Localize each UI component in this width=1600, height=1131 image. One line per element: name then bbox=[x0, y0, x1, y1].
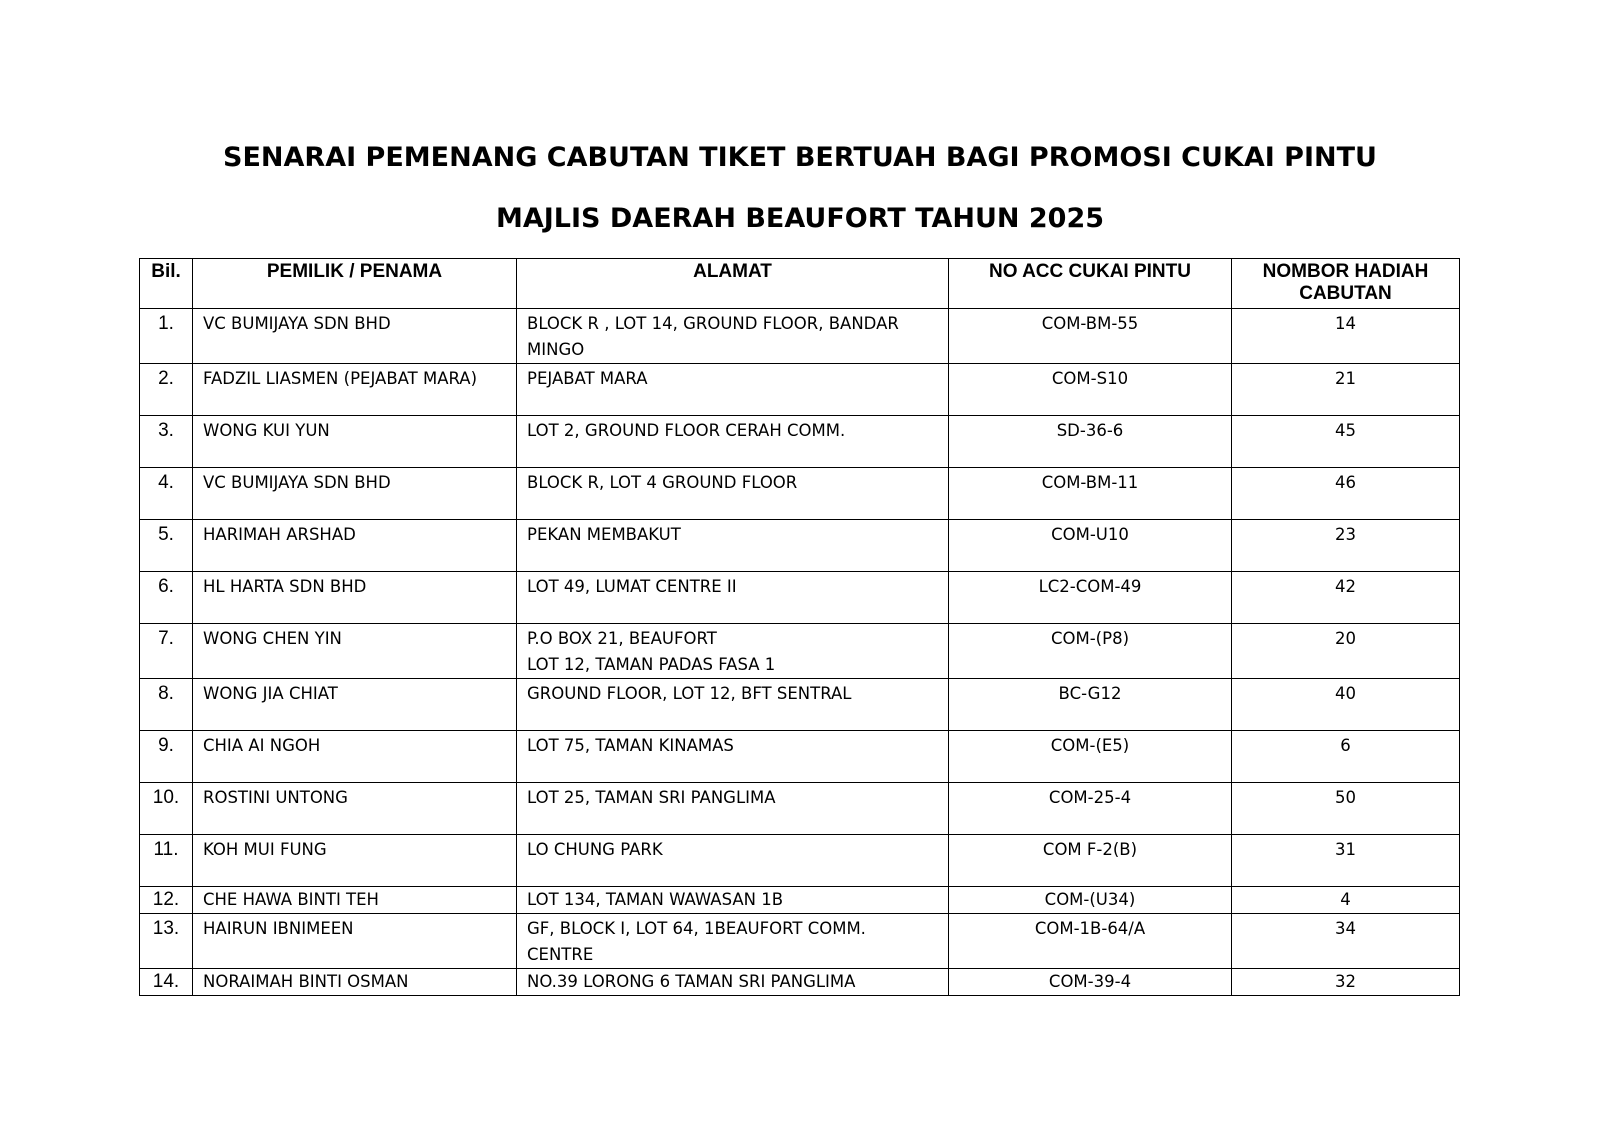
cell-bil: 2. bbox=[140, 364, 193, 416]
cell-account: COM-39-4 bbox=[949, 969, 1232, 996]
cell-bil: 12. bbox=[140, 887, 193, 914]
table-row bbox=[140, 309, 1460, 364]
cell-account: COM-(U34) bbox=[949, 887, 1232, 914]
cell-bil: 14. bbox=[140, 969, 193, 996]
cell-account: COM-(P8) bbox=[949, 624, 1232, 679]
cell-account: COM F-2(B) bbox=[949, 835, 1232, 887]
cell-address bbox=[517, 969, 949, 996]
table-row bbox=[140, 624, 1460, 679]
cell-bil: 3. bbox=[140, 416, 193, 468]
document-title-line-1: SENARAI PEMENANG CABUTAN TIKET BERTUAH BAGI PROMOSI CUKAI PINTU bbox=[223, 142, 1377, 173]
cell-address bbox=[517, 887, 949, 914]
cell-address bbox=[517, 468, 949, 520]
winners-table bbox=[139, 258, 1460, 996]
table-row bbox=[140, 914, 1460, 969]
cell-prize: 46 bbox=[1232, 468, 1460, 520]
table-row bbox=[140, 520, 1460, 572]
cell-prize: 6 bbox=[1232, 731, 1460, 783]
header-bil: Bil. bbox=[140, 259, 193, 309]
table-row bbox=[140, 416, 1460, 468]
table-row bbox=[140, 572, 1460, 624]
cell-address bbox=[517, 572, 949, 624]
address-line-1: GF, BLOCK I, LOT 64, 1BEAUFORT COMM. bbox=[527, 919, 866, 938]
cell-account: COM-25-4 bbox=[949, 783, 1232, 835]
cell-account: COM-(E5) bbox=[949, 731, 1232, 783]
cell-owner: NORAIMAH BINTI OSMAN bbox=[193, 969, 517, 996]
table-row bbox=[140, 969, 1460, 996]
cell-bil: 13. bbox=[140, 914, 193, 969]
table-row bbox=[140, 835, 1460, 887]
cell-account: COM-U10 bbox=[949, 520, 1232, 572]
cell-bil: 9. bbox=[140, 731, 193, 783]
table-row bbox=[140, 887, 1460, 914]
cell-prize: 32 bbox=[1232, 969, 1460, 996]
table-row bbox=[140, 783, 1460, 835]
cell-account: COM-S10 bbox=[949, 364, 1232, 416]
address-line-1: GROUND FLOOR, LOT 12, BFT SENTRAL bbox=[527, 684, 852, 703]
cell-prize: 31 bbox=[1232, 835, 1460, 887]
cell-bil: 7. bbox=[140, 624, 193, 679]
address-line-1: BLOCK R, LOT 4 GROUND FLOOR bbox=[527, 473, 798, 492]
cell-owner: HAIRUN IBNIMEEN bbox=[193, 914, 517, 969]
address-line-1: LOT 2, GROUND FLOOR CERAH COMM. bbox=[527, 421, 846, 440]
cell-prize: 21 bbox=[1232, 364, 1460, 416]
table-row bbox=[140, 679, 1460, 731]
cell-account: COM-BM-11 bbox=[949, 468, 1232, 520]
cell-owner: WONG JIA CHIAT bbox=[193, 679, 517, 731]
cell-owner: WONG KUI YUN bbox=[193, 416, 517, 468]
cell-bil: 4. bbox=[140, 468, 193, 520]
cell-bil: 11. bbox=[140, 835, 193, 887]
table-row bbox=[140, 364, 1460, 416]
cell-address bbox=[517, 309, 949, 364]
cell-owner: KOH MUI FUNG bbox=[193, 835, 517, 887]
table-row bbox=[140, 468, 1460, 520]
cell-prize: 23 bbox=[1232, 520, 1460, 572]
cell-bil: 8. bbox=[140, 679, 193, 731]
cell-bil: 1. bbox=[140, 309, 193, 364]
address-line-1: LOT 75, TAMAN KINAMAS bbox=[527, 736, 734, 755]
cell-prize: 20 bbox=[1232, 624, 1460, 679]
cell-address bbox=[517, 783, 949, 835]
cell-address bbox=[517, 364, 949, 416]
address-line-1: PEKAN MEMBAKUT bbox=[527, 525, 681, 544]
cell-owner: VC BUMIJAYA SDN BHD bbox=[193, 468, 517, 520]
address-line-1: LOT 134, TAMAN WAWASAN 1B bbox=[527, 890, 784, 909]
cell-address bbox=[517, 731, 949, 783]
header-prize bbox=[1232, 259, 1460, 309]
cell-bil: 5. bbox=[140, 520, 193, 572]
cell-bil: 10. bbox=[140, 783, 193, 835]
cell-owner: HARIMAH ARSHAD bbox=[193, 520, 517, 572]
cell-prize: 42 bbox=[1232, 572, 1460, 624]
cell-owner: VC BUMIJAYA SDN BHD bbox=[193, 309, 517, 364]
cell-address bbox=[517, 520, 949, 572]
cell-prize: 4 bbox=[1232, 887, 1460, 914]
cell-bil: 6. bbox=[140, 572, 193, 624]
address-line-1: NO.39 LORONG 6 TAMAN SRI PANGLIMA bbox=[527, 972, 856, 991]
cell-owner: WONG CHEN YIN bbox=[193, 624, 517, 679]
address-line-1: PEJABAT MARA bbox=[527, 369, 648, 388]
cell-owner: ROSTINI UNTONG bbox=[193, 783, 517, 835]
address-line-1: LOT 25, TAMAN SRI PANGLIMA bbox=[527, 788, 776, 807]
cell-prize: 40 bbox=[1232, 679, 1460, 731]
cell-owner: HL HARTA SDN BHD bbox=[193, 572, 517, 624]
header-prize-line-1: NOMBOR HADIAH bbox=[1262, 261, 1429, 282]
cell-address bbox=[517, 835, 949, 887]
cell-address bbox=[517, 416, 949, 468]
header-address: ALAMAT bbox=[517, 259, 949, 309]
header-account: NO ACC CUKAI PINTU bbox=[949, 259, 1232, 309]
address-line-1: LO CHUNG PARK bbox=[527, 840, 663, 859]
address-line-1: LOT 49, LUMAT CENTRE II bbox=[527, 577, 737, 596]
cell-address bbox=[517, 679, 949, 731]
cell-address bbox=[517, 914, 949, 969]
address-line-2: MINGO bbox=[527, 340, 585, 359]
cell-owner: FADZIL LIASMEN (PEJABAT MARA) bbox=[193, 364, 517, 416]
cell-account: SD-36-6 bbox=[949, 416, 1232, 468]
table-row bbox=[140, 731, 1460, 783]
cell-prize: 50 bbox=[1232, 783, 1460, 835]
address-line-1: P.O BOX 21, BEAUFORT bbox=[527, 629, 717, 648]
header-prize-line-2: CABUTAN bbox=[1299, 283, 1392, 304]
cell-account: COM-BM-55 bbox=[949, 309, 1232, 364]
cell-account: BC-G12 bbox=[949, 679, 1232, 731]
cell-prize: 14 bbox=[1232, 309, 1460, 364]
address-line-2: CENTRE bbox=[527, 945, 594, 964]
header-owner: PEMILIK / PENAMA bbox=[193, 259, 517, 309]
cell-account: COM-1B-64/A bbox=[949, 914, 1232, 969]
cell-address bbox=[517, 624, 949, 679]
cell-prize: 45 bbox=[1232, 416, 1460, 468]
document-title-line-2: MAJLIS DAERAH BEAUFORT TAHUN 2025 bbox=[495, 203, 1105, 234]
cell-owner: CHE HAWA BINTI TEH bbox=[193, 887, 517, 914]
cell-account: LC2-COM-49 bbox=[949, 572, 1232, 624]
table-header-row bbox=[140, 259, 1460, 309]
address-line-1: BLOCK R , LOT 14, GROUND FLOOR, BANDAR bbox=[527, 314, 899, 333]
cell-prize: 34 bbox=[1232, 914, 1460, 969]
address-line-2: LOT 12, TAMAN PADAS FASA 1 bbox=[527, 655, 776, 674]
cell-owner: CHIA AI NGOH bbox=[193, 731, 517, 783]
